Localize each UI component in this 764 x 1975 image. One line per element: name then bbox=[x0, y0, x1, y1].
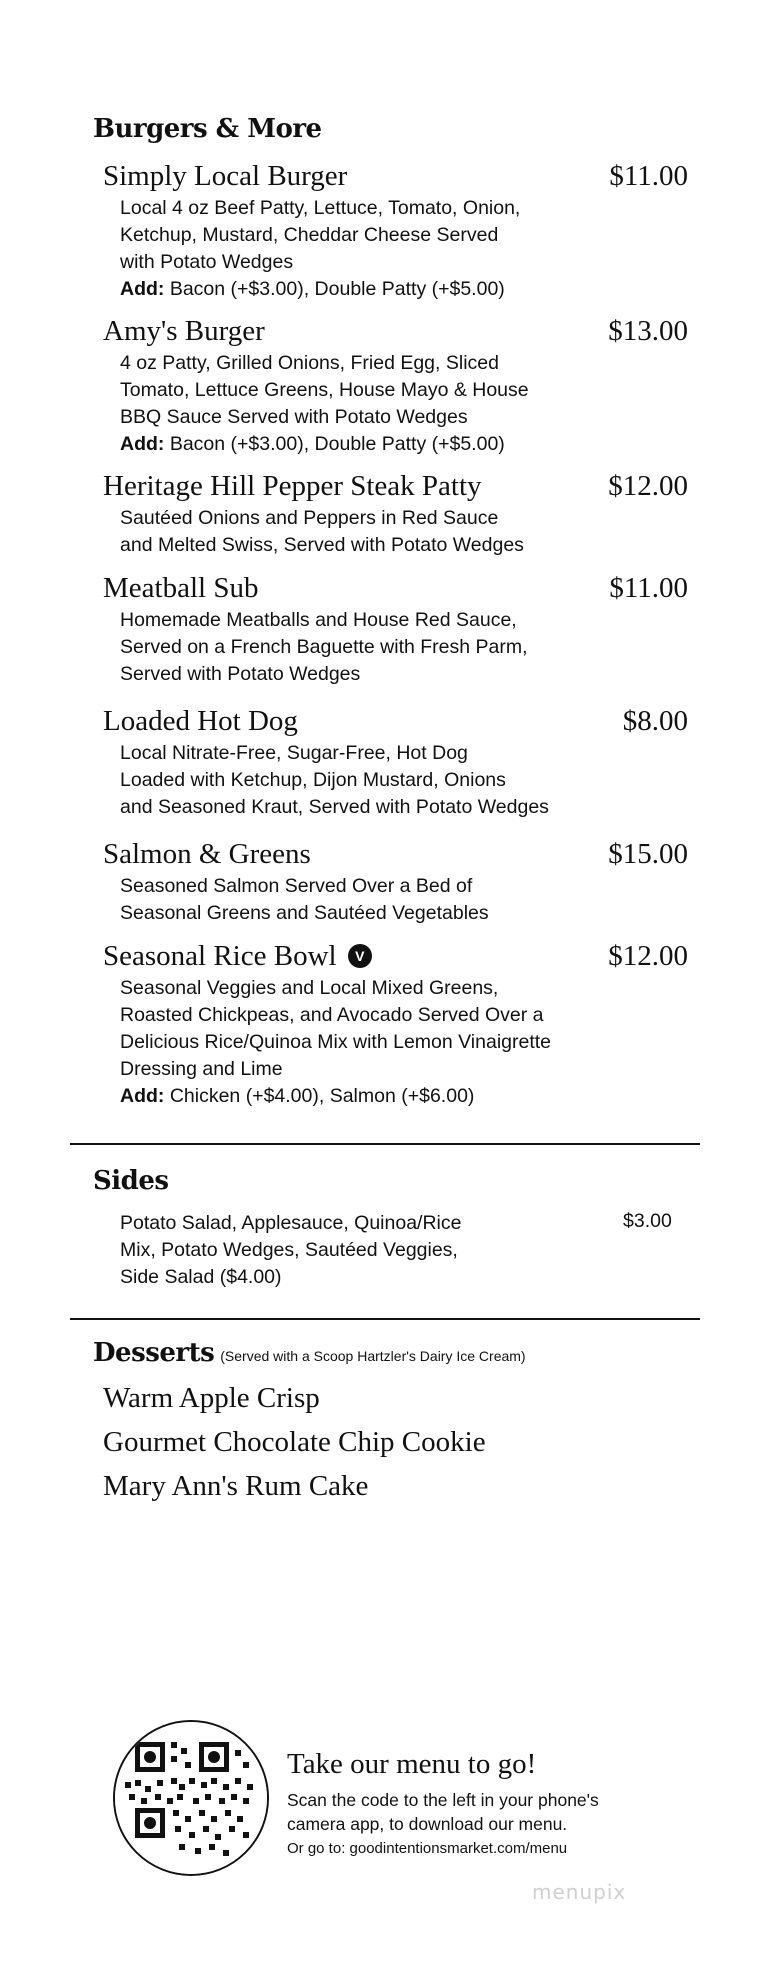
desserts-note: (Served with a Scoop Hartzler's Dairy Ice Cream) bbox=[220, 1348, 526, 1364]
item-description: Seasonal Veggies and Local Mixed Greens, Roasted Chickpeas, and Avocado Served Over a Delicious Rice/Quinoa Mix with Lemon Vinaigrette Dressing and Lime Add: Chicken (+$4.00), Salmon (+$6.00) bbox=[120, 977, 552, 1107]
item-name: Seasonal Rice Bowl V bbox=[103, 940, 372, 973]
item-price: $13.00 bbox=[608, 315, 688, 347]
item-name: Salmon & Greens bbox=[103, 838, 311, 870]
menu-item bbox=[103, 315, 688, 458]
item-description: Local 4 oz Beef Patty, Lettuce, Tomato, Onion, Ketchup, Mustard, Cheddar Cheese Served with Potato Wedges Add: Bacon (+$3.00), Double Patty (+$5.00) bbox=[120, 197, 521, 300]
dessert-item: Mary Ann's Rum Cake bbox=[103, 1470, 369, 1502]
item-description: Local Nitrate-Free, Sugar-Free, Hot Dog Loaded with Ketchup, Dijon Mustard, Onions and Seasoned Kraut, Served with Potato Wedges bbox=[120, 742, 549, 818]
menu-item bbox=[103, 940, 688, 1110]
item-name: Heritage Hill Pepper Steak Patty bbox=[103, 470, 482, 502]
qr-title: Take our menu to go! bbox=[287, 1748, 537, 1780]
qr-instructions: Scan the code to the left in your phone's camera app, to download our menu. bbox=[287, 1790, 599, 1834]
item-name: Loaded Hot Dog bbox=[103, 705, 298, 737]
qr-code[interactable] bbox=[113, 1720, 269, 1876]
menu-item bbox=[103, 160, 688, 303]
section-title-desserts: Desserts (Served with a Scoop Hartzler's Dairy Ice Cream) bbox=[93, 1338, 526, 1368]
item-description: Homemade Meatballs and House Red Sauce, Served on a French Baguette with Fresh Parm, Served with Potato Wedges bbox=[120, 609, 528, 685]
sides-price: $3.00 bbox=[623, 1210, 672, 1232]
item-price: $11.00 bbox=[609, 572, 688, 604]
menu-item bbox=[103, 572, 688, 688]
vegetarian-icon: V bbox=[348, 944, 372, 968]
qr-code-icon bbox=[115, 1722, 267, 1874]
section-divider bbox=[70, 1143, 700, 1145]
watermark-logo: menupix bbox=[532, 1880, 627, 1904]
item-name: Simply Local Burger bbox=[103, 160, 348, 192]
item-name: Meatball Sub bbox=[103, 572, 259, 604]
item-price: $8.00 bbox=[622, 705, 688, 737]
dessert-item: Gourmet Chocolate Chip Cookie bbox=[103, 1426, 486, 1458]
item-price: $11.00 bbox=[609, 160, 688, 192]
sides-description: Potato Salad, Applesauce, Quinoa/Rice Mix, Potato Wedges, Sautéed Veggies, Side Salad ($4.00) bbox=[120, 1212, 462, 1288]
item-name: Amy's Burger bbox=[103, 315, 265, 347]
menu-item bbox=[103, 838, 688, 927]
item-description: Sautéed Onions and Peppers in Red Sauce and Melted Swiss, Served with Potato Wedges bbox=[120, 507, 524, 556]
section-title-sides: Sides bbox=[93, 1166, 169, 1196]
menu-item bbox=[103, 470, 688, 559]
item-description: 4 oz Patty, Grilled Onions, Fried Egg, Sliced Tomato, Lettuce Greens, House Mayo & House BBQ Sauce Served with Potato Wedges Add: Bacon (+$3.00), Double Patty (+$5.00) bbox=[120, 352, 529, 455]
dessert-item: Warm Apple Crisp bbox=[103, 1382, 320, 1414]
menu-item bbox=[103, 705, 688, 821]
item-price: $15.00 bbox=[608, 838, 688, 870]
item-description: Seasoned Salmon Served Over a Bed of Seasonal Greens and Sautéed Vegetables bbox=[120, 875, 489, 924]
menu-url-link[interactable]: Or go to: goodintentionsmarket.com/menu bbox=[287, 1840, 568, 1857]
section-divider bbox=[70, 1318, 700, 1320]
section-title-burgers: Burgers & More bbox=[93, 114, 322, 144]
item-price: $12.00 bbox=[608, 470, 688, 502]
item-price: $12.00 bbox=[608, 940, 688, 972]
